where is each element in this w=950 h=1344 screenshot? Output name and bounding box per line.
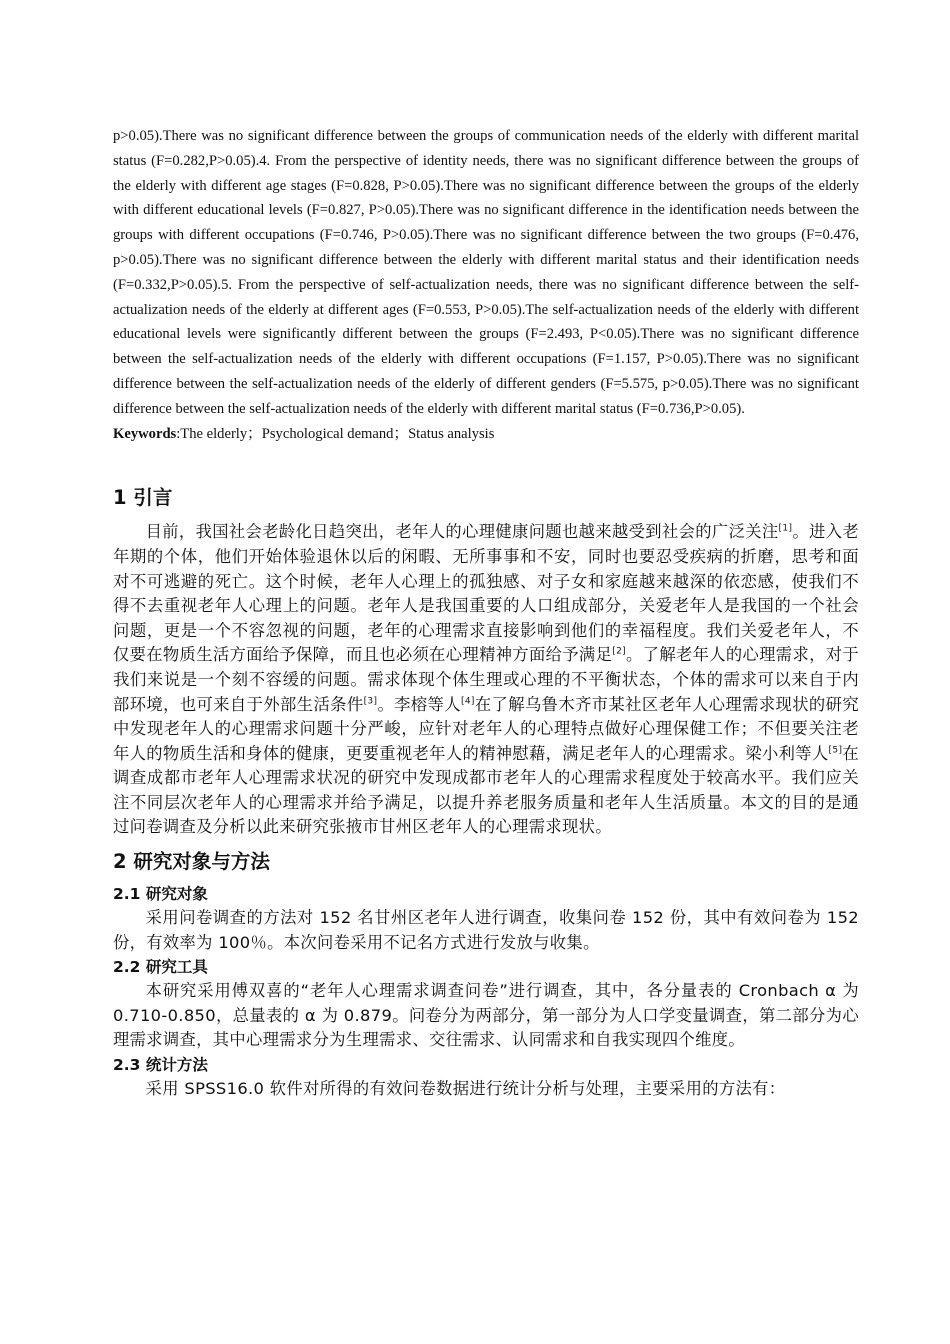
intro-text-2: 。进入老年期的个体，他们开始体验退休以后的闲暇、无所事事和不安，同时也要忍受疾病的折磨，思考和面对不可逃避的死亡。这个时候，老年人心理上的孤独感、对子女和家庭越来越深的依恋感，使我们不得不去重视老年人心理上的问题。老年人是我国重要的人口组成部分，关爱老年人是我国的一个社会问题，更是一个不容忽视的问题，老年的心理需求直接影响到他们的幸福程度。我们关爱老年人，不仅要在物质生活方面给予保障，而且也必须在心理精神方面给予满足 <box>113 522 859 665</box>
intro-text-4: 。李榕等人 <box>377 694 461 714</box>
citation-1: [1] <box>778 523 793 534</box>
subsection-2-3-text: 采用 SPSS16.0 软件对所得的有效问卷数据进行统计分析与处理，主要采用的方法有： <box>145 1079 786 1099</box>
section-1-heading: 1 引言 <box>113 486 173 510</box>
intro-text-1: 目前，我国社会老龄化日趋突出，老年人的心理健康问题也越来越受到社会的广泛关注 <box>145 522 779 542</box>
subsection-2-3-heading: 2.3 统计方法 <box>113 1056 208 1075</box>
intro-text-3: 。了解老年人的心理需求，对于我们来说是一个刻不容缓的问题。需求体现个体生理或心理的不平衡状态，个体的需求可以来自于内部环境，也可来自于外部生活条件 <box>113 645 859 714</box>
subsection-2-1-text: 采用问卷调查的方法对 152 名甘州区老年人进行调查，收集问卷 152 份，其中有效问卷为 152 份，有效率为 100％。本次问卷采用不记名方式进行发放与收集。 <box>113 908 859 952</box>
page-content <box>113 124 859 1102</box>
abstract-paragraph: p>0.05).There was no significant difference between the groups of communication needs of the elderly with different marital status (F=0.282,P>0.05).4. From the perspective of identity needs, there was no significant difference between the groups of the elderly with different age stages (F=0.828, P>0.05).There was no significant difference between the groups of the elderly with different educational levels (F=0.827, P>0.05).There was no significant difference in the identification needs between the groups with different occupations (F=0.746, P>0.05).There was no significant difference between the two groups (F=0.476, p>0.05).There was no significant difference between the elderly with different marital status and their identification needs (F=0.332,P>0.05).5. From the perspective of self-actualization needs, there was no significant difference between the self-actualization needs of the elderly at different ages (F=0.553, P>0.05).The self-actualization needs of the elderly with different educational levels were significantly different between the groups (F=2.493, P<0.05).There was no significant difference between the self-actualization needs of the elderly with different occupations (F=1.157, P>0.05).There was no significant difference between the self-actualization needs of the elderly of different genders (F=5.575, p>0.05).There was no significant difference between the self-actualization needs of the elderly with different marital status (F=0.736,P>0.05). <box>113 128 859 417</box>
subsection-2-2-text: 本研究采用傅双喜的“老年人心理需求调查问卷”进行调查，其中，各分量表的 Cronbach α 为 0.710-0.850，总量表的 α 为 0.879。问卷分为两部分，第一部分为人口学变量调查，第二部分为心理需求调查，其中心理需求分为生理需求、交往需求、认同需求和自我实现四个维度。 <box>113 981 859 1050</box>
citation-5: [5] <box>828 745 843 756</box>
citation-3: [3] <box>363 696 378 707</box>
intro-text-5: 在了解乌鲁木齐市某社区老年人心理需求现状的研究中发现老年人的心理需求问题十分严峻，应针对老年人的心理特点做好心理保健工作；不但要关注老年人的物质生活和身体的健康，更要重视老年人的精神慰藉，满足老年人的心理需求。梁小利等人 <box>113 694 859 763</box>
intro-paragraph <box>113 520 859 840</box>
section-2-heading: 2 研究对象与方法 <box>113 850 270 874</box>
keywords-label: Keywords <box>113 425 177 442</box>
keywords-line <box>113 422 859 447</box>
citation-4: [4] <box>460 696 475 707</box>
citation-2: [2] <box>612 646 627 657</box>
intro-text-6: 在调查成都市老年人心理需求状况的研究中发现成都市老年人的心理需求程度处于较高水平。我们应关注不同层次老年人的心理需求并给予满足，以提升养老服务质量和老年人生活质量。本文的目的是通过问卷调查及分析以此来研究张掖市甘州区老年人的心理需求现状。 <box>113 743 859 837</box>
subsection-2-2-heading: 2.2 研究工具 <box>113 958 208 977</box>
keywords-text: :The elderly；Psychological demand；Status analysis <box>176 425 495 442</box>
subsection-2-1-heading: 2.1 研究对象 <box>113 885 208 904</box>
